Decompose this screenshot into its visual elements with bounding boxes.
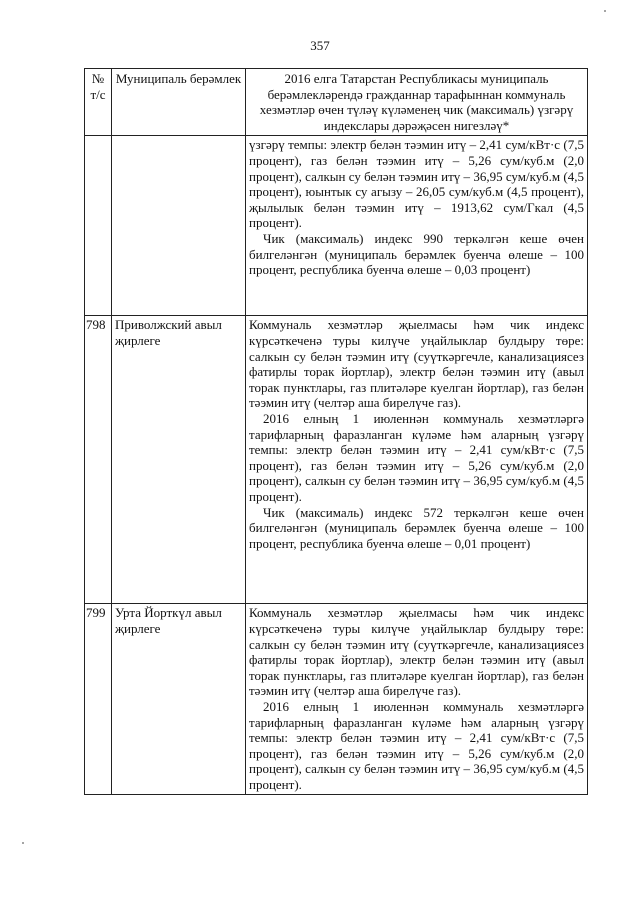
header-municipality: Муниципаль берәмлек [112, 69, 246, 136]
row-description [246, 136, 588, 316]
header-description: 2016 елга Татарстан Республикасы муниципаль берәмлекләрендә гражданнар тарафыннан коммуналь хезмәтләр өчен түләү күләменең чик (максималь) үзгәрү индекслары дәрәҗәсен нигезләү* [246, 69, 588, 136]
row-paragraph: Чик (максималь) индекс 572 теркәлгән кеше өчен билгеләнгән (муниципаль берәмлек буенча өлеше – 100 процент, республика буенча өлеше – 0,01 процент) [249, 504, 584, 551]
row-paragraph: Коммуналь хезмәтләр җыелмасы һәм чик индекс күрсәткеченә туры килүче уңайлыклар булдыру төре: салкын су белән тәэмин итү (суүткәргечле, канализациясез фатирлы торак йортлар), электр белән тәэмин итү (авыл торак пунктлары, газ плитәләре куелган йортлар), газ белән тәэмин итү (челтәр аша бирелүче газ). [249, 605, 584, 699]
tariff-table [84, 68, 588, 795]
row-paragraph: Чик (максималь) индекс 990 теркәлгән кеше өчен билгеләнгән (муниципаль берәмлек буенча өлеше – 100 процент, республика буенча өлеше – 0,03 процент) [249, 230, 584, 278]
scan-speck [22, 842, 24, 844]
header-num: № т/с [85, 69, 112, 136]
row-num: 798 [85, 316, 112, 604]
row-paragraph: Коммуналь хезмәтләр җыелмасы һәм чик индекс күрсәткеченә туры килүче уңайлыклар булдыру төре: салкын су белән тәэмин итү (суүткәргечле, канализациясез фатирлы торак йортлар), электр белән тәэмин итү (авыл торак пунктлары, газ плитәләре куелган йортлар), газ белән тәэмин итү (челтәр аша бирелүче газ). [249, 317, 584, 411]
row-municipality: Приволжский авыл җирлеге [112, 316, 246, 604]
row-paragraph: 2016 елның 1 июленнән коммуналь хезмәтләргә тарифларның фаразланган күләме һәм аларның үзгәрү темпы: электр белән тәэмин итү – 2,41 сум/кВт·с (7,5 процент), газ белән тәэмин итү – 5,26 сум/куб.м (2,0 процент), салкын су белән тәэмин итү – 36,95 сум/куб.м (4,5 процент). [249, 698, 584, 792]
table-row [85, 604, 588, 794]
row-num [85, 136, 112, 316]
table-header-row [85, 69, 588, 136]
row-paragraph: үзгәрү темпы: электр белән тәэмин итү – 2,41 сум/кВт·с (7,5 процент), газ белән тәэмин итү – 5,26 сум/куб.м (2,0 процент), салкын су белән тәэмин итү – 36,95 сум/куб.м (4,5 процент), юынтык су агызу – 26,05 сум/куб.м (4,5 процент), җылылык белән тәэмин итү – 1913,62 сум/Гкал (4,5 процент). [249, 137, 584, 231]
row-description [246, 316, 588, 604]
table-row [85, 316, 588, 604]
table-row [85, 136, 588, 316]
row-municipality: Урта Йорткүл авыл җирлеге [112, 604, 246, 794]
scan-speck [604, 10, 606, 12]
row-paragraph: 2016 елның 1 июленнән коммуналь хезмәтләргә тарифларның фаразланган күләме һәм аларның үзгәрү темпы: электр белән тәэмин итү – 2,41 сум/кВт·с (7,5 процент), газ белән тәэмин итү – 5,26 сум/куб.м (2,0 процент), салкын су белән тәэмин итү – 36,95 сум/куб.м (4,5 процент). [249, 410, 584, 504]
row-description [246, 604, 588, 794]
row-municipality [112, 136, 246, 316]
page-number: 357 [310, 38, 330, 53]
row-num: 799 [85, 604, 112, 794]
